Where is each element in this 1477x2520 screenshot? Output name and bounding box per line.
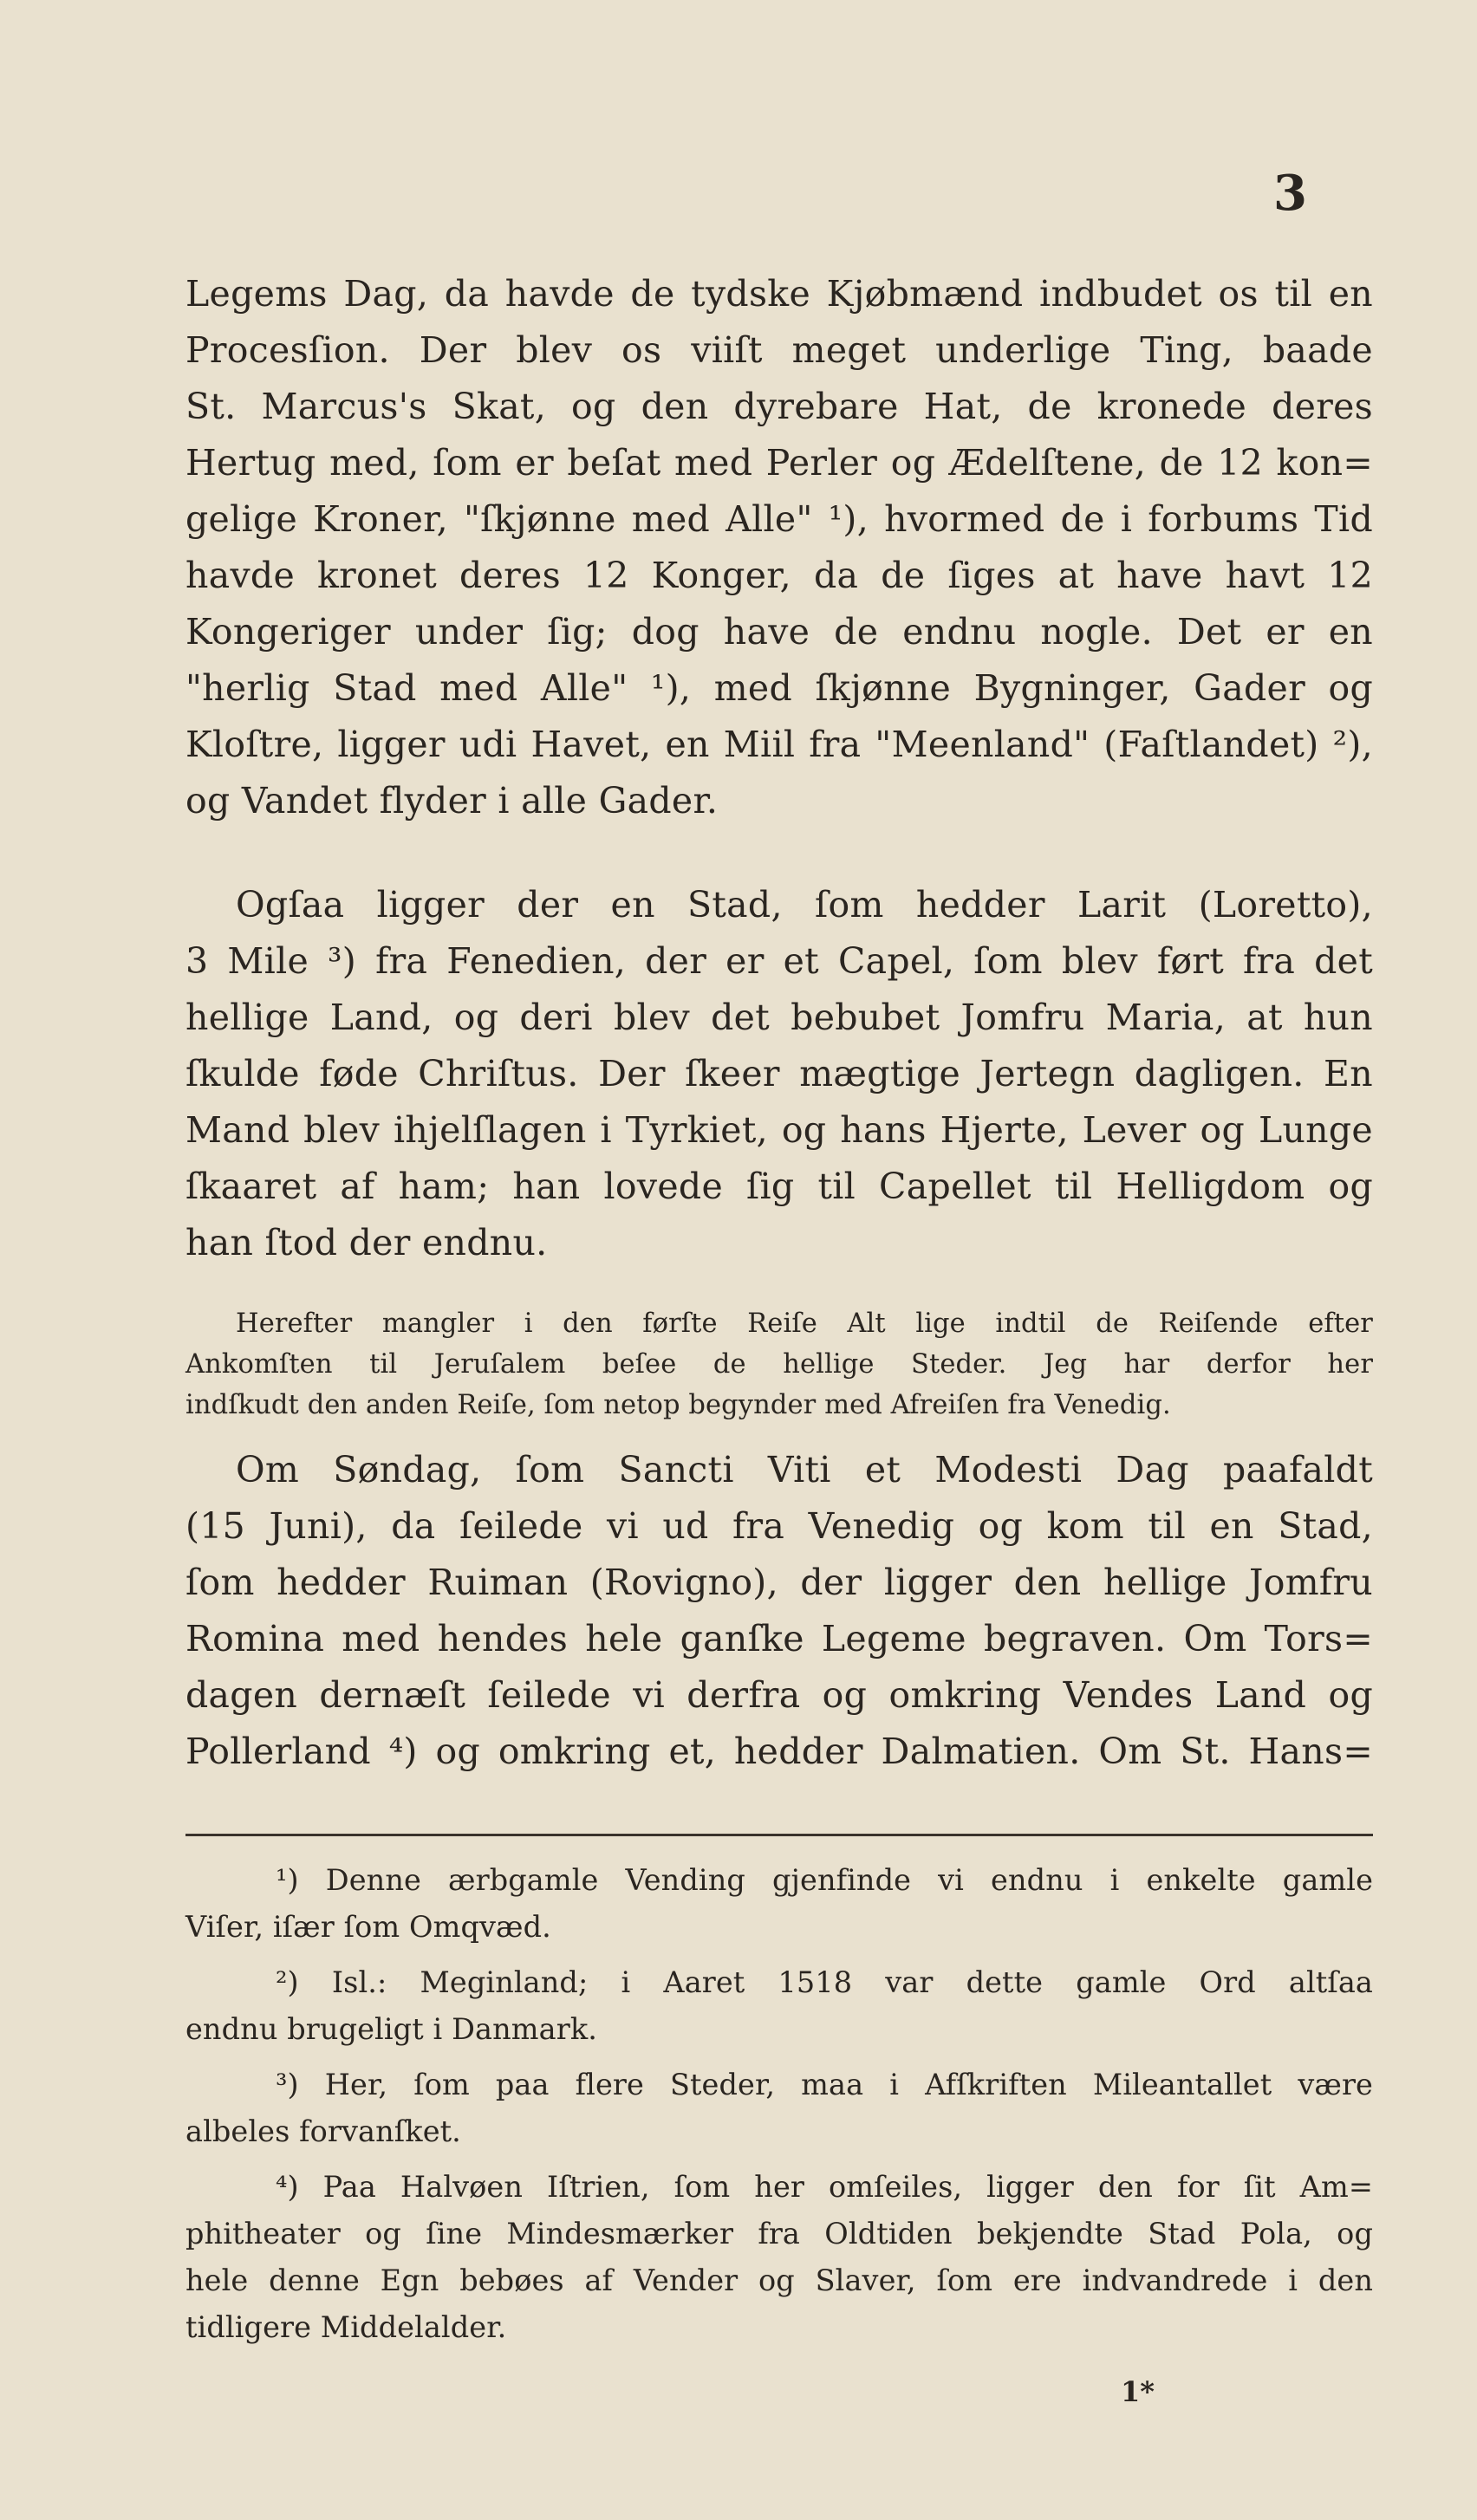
editorial-note-line: Ankomſten til Jeruſalem beſee de hellige Steder. Jeg har derfor her (185, 1349, 1373, 1380)
text-line: Romina med hendes hele ganſke Legeme begraven. Om Tors= (185, 1618, 1373, 1659)
text-line: Mand blev ihjelſlagen i Tyrkiet, og hans Hjerte, Lever og Lunge (185, 1109, 1373, 1151)
text-line: ſom hedder Ruiman (Rovigno), der ligger den hellige Jomfru (185, 1562, 1373, 1603)
editorial-note-line: Herefter mangler i den førſte Reiſe Alt lige indtil de Reiſende efter (236, 1309, 1373, 1339)
text-line: Pollerland ⁴) og omkring et, hedder Dalmatien. Om St. Hans= (185, 1731, 1373, 1772)
text-line: Hertug med, ſom er beſat med Perler og Ædelſtene, de 12 kon= (185, 442, 1373, 484)
footnote-line: phitheater og ſine Mindesmærker fra Oldtiden bekjendte Stad Pola, og (185, 2217, 1373, 2250)
text-line: Legems Dag, da havde de tydske Kjøbmænd indbudet os til en (185, 273, 1373, 315)
text-line: St. Marcus's Skat, og den dyrebare Hat, de kronede deres (185, 386, 1373, 427)
footnote-line: ⁴) Paa Halvøen Iſtrien, ſom her omſeiles, ligger den for ſit Am= (276, 2170, 1373, 2204)
footnote-line: ²) Isl.: Meginland; i Aaret 1518 var dette gamle Ord altſaa (276, 1965, 1373, 1999)
text-line: Kongeriger under ſig; dog have de endnu nogle. Det er en (185, 611, 1373, 653)
text-line: ſkaaret af ham; han lovede ſig til Capellet til Helligdom og (185, 1166, 1373, 1207)
text-line: ſkulde føde Chriſtus. Der ſkeer mægtige Jertegn dagligen. En (185, 1053, 1373, 1094)
text-line: hellige Land, og deri blev det bebubet Jomfru Maria, at hun (185, 997, 1373, 1038)
footnote-line: ¹) Denne ærbgamle Vending gjenfinde vi endnu i enkelte gamle (276, 1863, 1373, 1897)
text-line: Om Søndag, ſom Sancti Viti et Modesti Dag paafaldt (236, 1449, 1373, 1491)
text-line: 3 Mile ³) fra Fenedien, der er et Capel, ſom blev ført fra det (185, 940, 1373, 982)
footnote-line: albeles forvanſket. (185, 2114, 461, 2148)
editorial-note-line: indſkudt den anden Reiſe, ſom netop begynder med Afreiſen fra Venedig. (185, 1390, 1171, 1420)
footnote-line: tidligere Middelalder. (185, 2310, 507, 2344)
text-line: og Vandet flyder i alle Gader. (185, 780, 719, 822)
text-line: havde kronet deres 12 Konger, da de ſiges at have havt 12 (185, 555, 1373, 596)
signature-mark: 1* (1121, 2375, 1155, 2408)
text-line: Procesſion. Der blev os viiſt meget underlige Ting, baade (185, 329, 1373, 371)
footnote-line: hele denne Egn bebøes af Vender og Slaver, ſom ere indvandrede i den (185, 2263, 1373, 2297)
footnote-line: endnu brugeligt i Danmark. (185, 2012, 598, 2046)
footnote-line: ³) Her, ſom paa flere Steder, maa i Afſkriften Mileantallet være (276, 2068, 1373, 2101)
page-number: 3 (1273, 165, 1307, 222)
text-line: gelige Kroner, "ſkjønne med Alle" ¹), hvormed de i forbums Tid (185, 498, 1373, 540)
text-line: han ſtod der endnu. (185, 1222, 548, 1263)
text-line: "herlig Stad med Alle" ¹), med ſkjønne Bygninger, Gader og (185, 667, 1373, 709)
footnote-divider (185, 1834, 1373, 1836)
footnote-line: Viſer, iſær ſom Omqvæd. (185, 1910, 551, 1944)
text-line: (15 Juni), da ſeilede vi ud fra Venedig og kom til en Stad, (185, 1505, 1373, 1547)
text-line: dagen dernæſt ſeilede vi derfra og omkring Vendes Land og (185, 1674, 1373, 1716)
text-line: Ogſaa ligger der en Stad, ſom hedder Larit (Loretto), (236, 884, 1373, 926)
text-line: Kloſtre, ligger udi Havet, en Miil fra "Meenland" (Faſtlandet) ²), (185, 724, 1373, 765)
